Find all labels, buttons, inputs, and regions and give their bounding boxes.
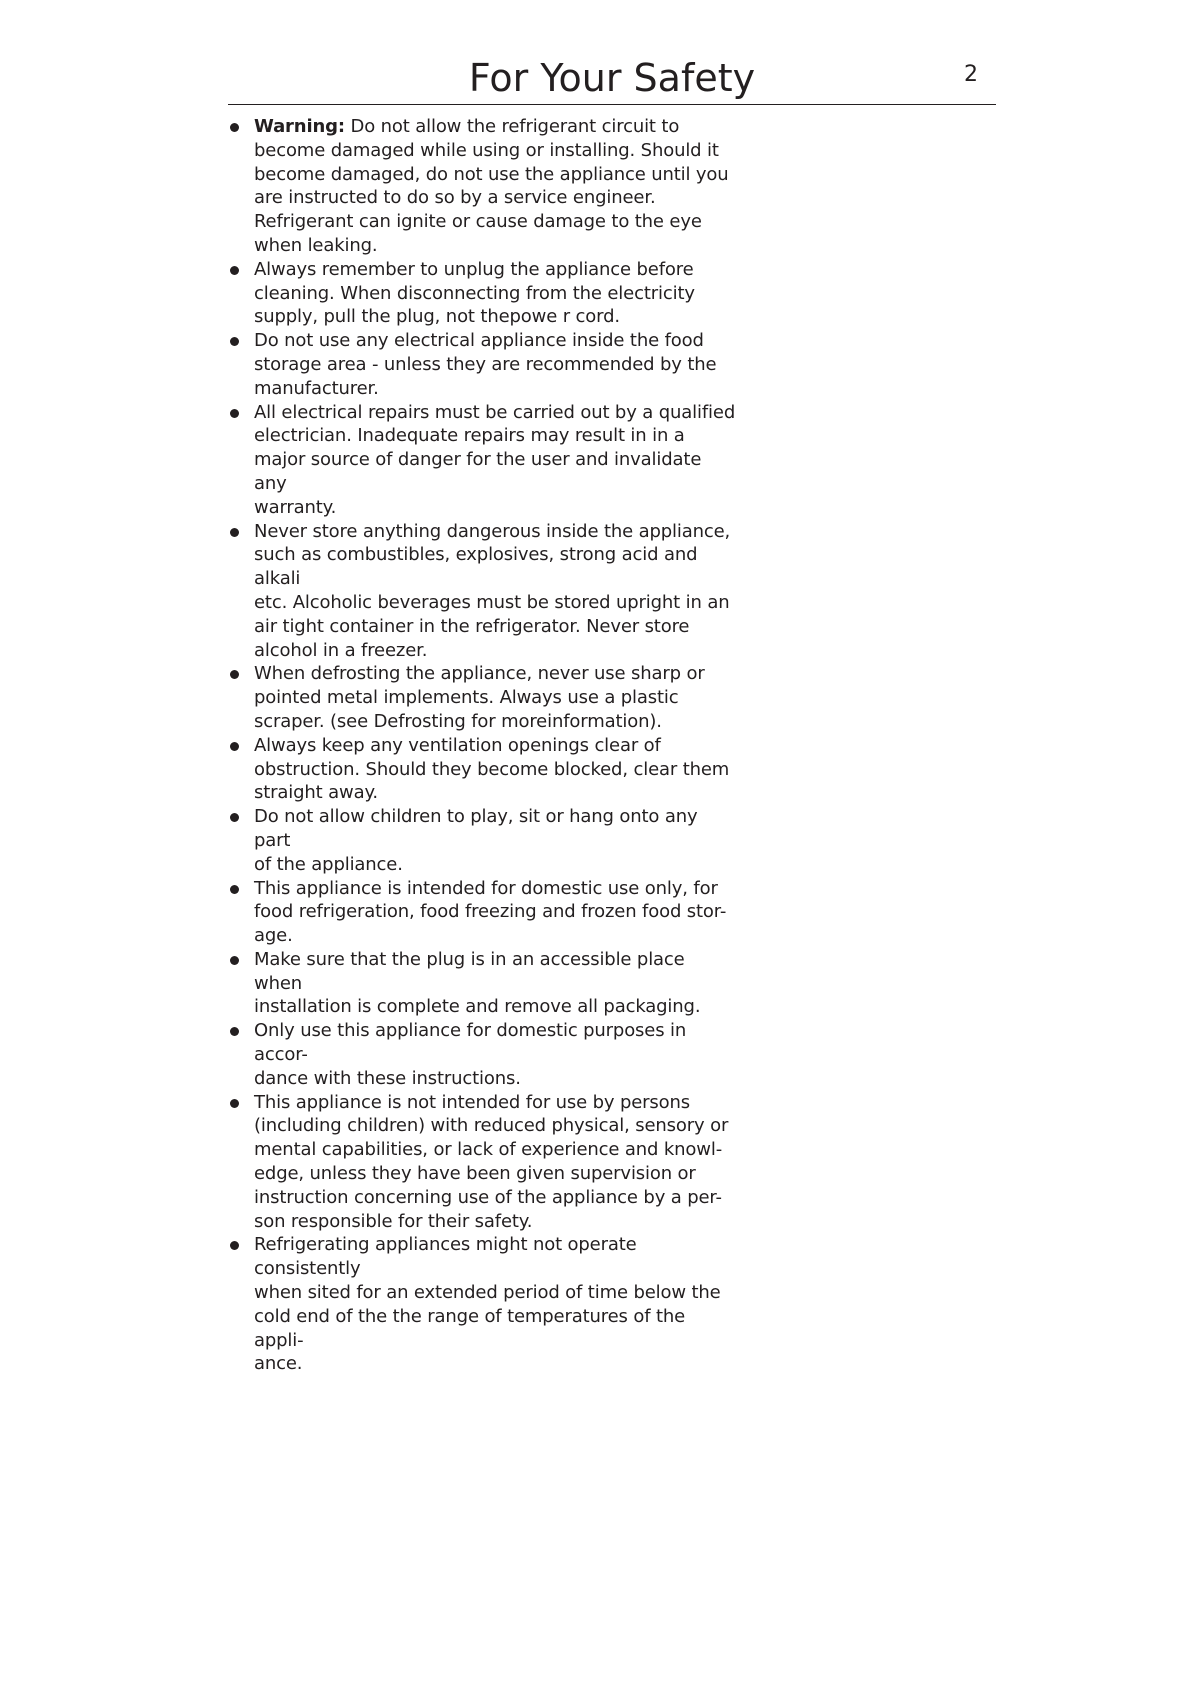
bullet-icon [230, 1241, 239, 1250]
bullet-icon [230, 266, 239, 275]
list-item [228, 1233, 738, 1376]
item-text: When defrosting the appliance, never use sharp or pointed metal implements. Always use a plastic scraper. (see Defrosting for moreinformation). [254, 663, 705, 732]
bullet-icon [230, 1099, 239, 1108]
item-text: Do not allow children to play, sit or hang onto any part of the appliance. [254, 806, 698, 875]
bullet-icon [230, 813, 239, 822]
item-text: Make sure that the plug is in an accessible place when installation is complete and remove all packaging. [254, 948, 701, 1018]
list-item [228, 520, 738, 663]
page-header [228, 52, 996, 105]
bullet-icon [230, 528, 239, 537]
item-text: This appliance is intended for domestic use only, for food refrigeration, food freezing and frozen food stor- age. [254, 877, 727, 947]
list-item [228, 329, 738, 400]
bullet-icon [230, 409, 239, 418]
page-number: 2 [964, 62, 978, 87]
bullet-icon [230, 742, 239, 751]
page-title: For Your Safety [468, 56, 756, 100]
list-item [228, 1019, 738, 1090]
warning-label: Warning: [254, 116, 345, 137]
bullet-icon [230, 123, 239, 132]
item-text: Never store anything dangerous inside the appliance, such as combustibles, explosives, strong acid and alkali etc. Alcoholic beverages must be stored upright in an air tight container in the refrigerator. Never store alcohol in a freezer. [254, 520, 731, 661]
list-item [228, 401, 738, 520]
item-text: Only use this appliance for domestic purposes in accor- dance with these instructions. [254, 1020, 687, 1089]
list-item [228, 1091, 738, 1234]
item-text: Do not use any electrical appliance inside the food storage area - unless they are recommended by the manufacturer. [254, 330, 717, 399]
bullet-icon [230, 670, 239, 679]
bullet-icon [230, 337, 239, 346]
bullet-icon [230, 956, 239, 965]
item-text: All electrical repairs must be carried out by a qualified electrician. Inadequate repairs may result in in a major source of danger for the user and invalidate any warranty. [254, 401, 736, 518]
bullet-icon [230, 1027, 239, 1036]
safety-instructions-list [228, 115, 738, 1376]
list-item [228, 662, 738, 733]
list-item [228, 734, 738, 805]
list-item [228, 805, 738, 876]
list-item [228, 948, 738, 1019]
list-item [228, 258, 738, 329]
item-text: This appliance is not intended for use by persons (including children) with reduced physical, sensory or mental capabilities, or lack of experience and knowl- edge, unless they have been given supervision or instruction concerning use of the appliance by a per- son responsible for their safety. [254, 1091, 729, 1232]
bullet-icon [230, 885, 239, 894]
list-item [228, 115, 738, 258]
item-text: Always remember to unplug the appliance before cleaning. When disconnecting from the electricity supply, pull the plug, not thepowe r cord. [254, 258, 695, 328]
list-item [228, 877, 738, 948]
item-text [254, 115, 738, 258]
item-text: Refrigerating appliances might not operate consistently when sited for an extended period of time below the cold end of the the range of temperatures of the appli- ance. [254, 1234, 721, 1375]
item-text: Always keep any ventilation openings clear of obstruction. Should they become blocked, clear them straight away. [254, 734, 730, 804]
item-body: Do not allow the refrigerant circuit to become damaged while using or installing. Should it become damaged, do not use the appliance until you are instructed to do so by a service engineer. Refrigerant can ignite or cause damage to the eye when leaking. [254, 116, 729, 256]
